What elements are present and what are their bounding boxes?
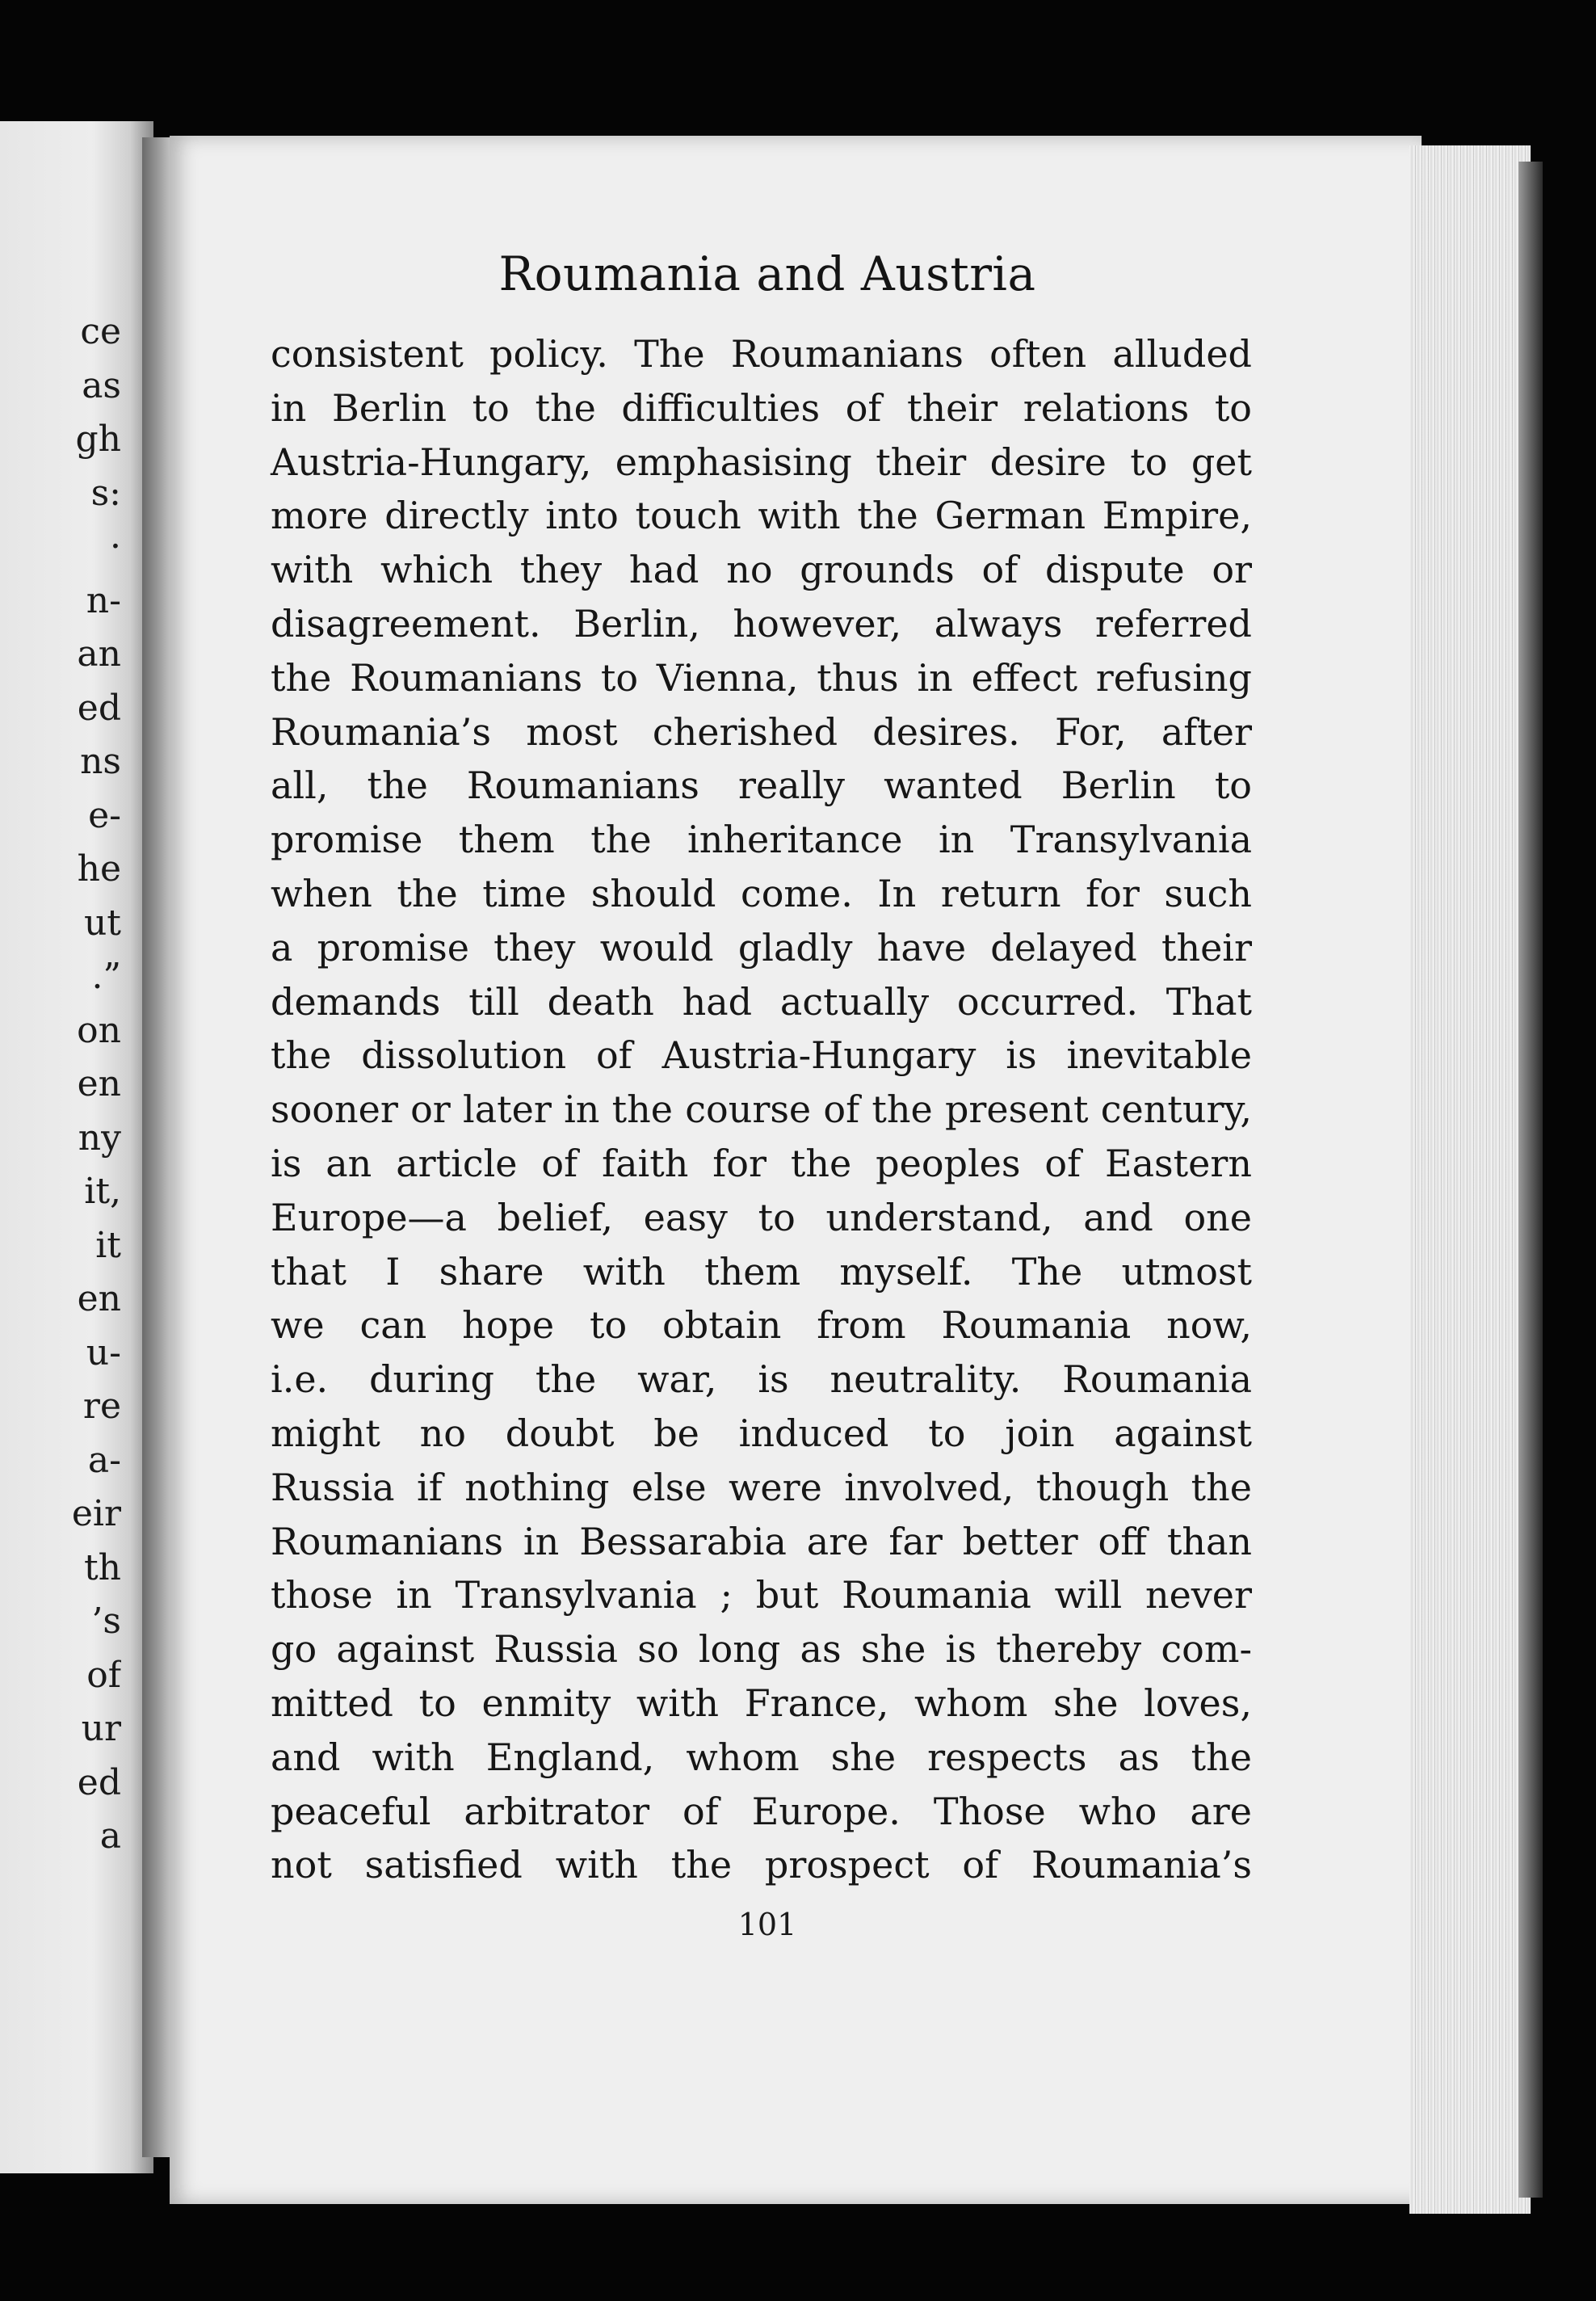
text-line: mitted to enmity with France, whom she loves, xyxy=(271,1681,1252,1725)
text-line: the Roumanians to Vienna, thus in effect refusing xyxy=(271,655,1252,700)
text-line: all, the Roumanians really wanted Berlin to xyxy=(271,763,1252,808)
left-fragment-line: ns xyxy=(80,741,121,782)
left-fragment-line: ’s xyxy=(91,1601,121,1642)
text-line: Austria-Hungary, emphasising their desire to get xyxy=(271,440,1252,484)
left-fragment-line: ur xyxy=(81,1708,121,1749)
left-fragment-line: ed xyxy=(77,1761,121,1803)
left-fragment-line: .” xyxy=(91,956,121,997)
text-line: not satisfied with the prospect of Roumania’s xyxy=(271,1843,1252,1887)
left-fragment-line: e- xyxy=(88,794,121,836)
left-fragment-line: ce xyxy=(80,311,121,352)
text-line: i.e. during the war, is neutrality. Roumania xyxy=(271,1357,1252,1402)
text-line: a promise they would gladly have delayed their xyxy=(271,925,1252,970)
text-line: might no doubt be induced to join against xyxy=(271,1411,1252,1455)
left-fragment-line: as xyxy=(82,364,121,406)
text-line: that I share with them myself. The utmost xyxy=(271,1249,1252,1294)
text-line: is an article of faith for the peoples of Eastern xyxy=(271,1141,1252,1185)
left-fragment-line: an xyxy=(77,633,121,675)
text-line: the dissolution of Austria-Hungary is inevitable xyxy=(271,1033,1252,1078)
left-fragment-line: en xyxy=(77,1063,121,1104)
left-fragment-line: · xyxy=(110,526,121,567)
text-line: go against Russia so long as she is thereby com- xyxy=(271,1627,1252,1672)
running-head: Roumania and Austria xyxy=(498,246,1036,301)
page-edges-shadow xyxy=(1518,162,1543,2198)
text-line: promise them the inheritance in Transylvania xyxy=(271,818,1252,862)
text-line: more directly into touch with the German Empire, xyxy=(271,494,1252,538)
text-line: Russia if nothing else were involved, though the xyxy=(271,1465,1252,1509)
text-line: demands till death had actually occurred. That xyxy=(271,979,1252,1024)
left-fragment-line: on xyxy=(77,1009,121,1051)
text-line: we can hope to obtain from Roumania now, xyxy=(271,1303,1252,1348)
left-fragment-line: it xyxy=(95,1224,121,1266)
left-fragment-line: th xyxy=(83,1546,121,1588)
page-number: 101 xyxy=(737,1907,797,1942)
text-line: Roumanians in Bessarabia are far better off than xyxy=(271,1519,1252,1563)
text-line: when the time should come. In return for such xyxy=(271,871,1252,915)
text-line: in Berlin to the difficulties of their relations to xyxy=(271,385,1252,430)
left-fragment-line: u- xyxy=(86,1331,121,1373)
page-edges xyxy=(1409,145,1531,2214)
text-line: consistent policy. The Roumanians often alluded xyxy=(271,332,1252,376)
left-fragment-line: a xyxy=(99,1815,121,1857)
left-fragment-line: re xyxy=(82,1386,121,1427)
text-line: sooner or later in the course of the present century, xyxy=(271,1087,1252,1132)
text-line: disagreement. Berlin, however, always referred xyxy=(271,601,1252,646)
text-line: peaceful arbitrator of Europe. Those who are xyxy=(271,1789,1252,1833)
left-fragment-line: it, xyxy=(84,1171,121,1212)
left-fragment-line: n- xyxy=(86,579,121,621)
text-line: Europe—a belief, easy to understand, and one xyxy=(271,1195,1252,1239)
left-fragment-line: ut xyxy=(83,902,121,944)
text-line: with which they had no grounds of dispute or xyxy=(271,548,1252,592)
left-fragment-line: s: xyxy=(90,472,121,514)
left-page-text-fragments xyxy=(0,305,121,1864)
text-line: and with England, whom she respects as the xyxy=(271,1735,1252,1779)
left-fragment-line: gh xyxy=(75,419,121,460)
left-fragment-line: en xyxy=(77,1278,121,1319)
left-fragment-line: a- xyxy=(87,1439,121,1481)
body-text xyxy=(271,327,1252,1892)
text-line: Roumania’s most cherished desires. For, after xyxy=(271,709,1252,754)
text-line: those in Transylvania ; but Roumania will never xyxy=(271,1573,1252,1617)
left-fragment-line: of xyxy=(86,1654,121,1696)
left-fragment-line: ny xyxy=(78,1117,121,1159)
left-fragment-line: eir xyxy=(71,1493,121,1534)
left-fragment-line: ed xyxy=(77,687,121,729)
left-fragment-line: he xyxy=(77,848,121,890)
